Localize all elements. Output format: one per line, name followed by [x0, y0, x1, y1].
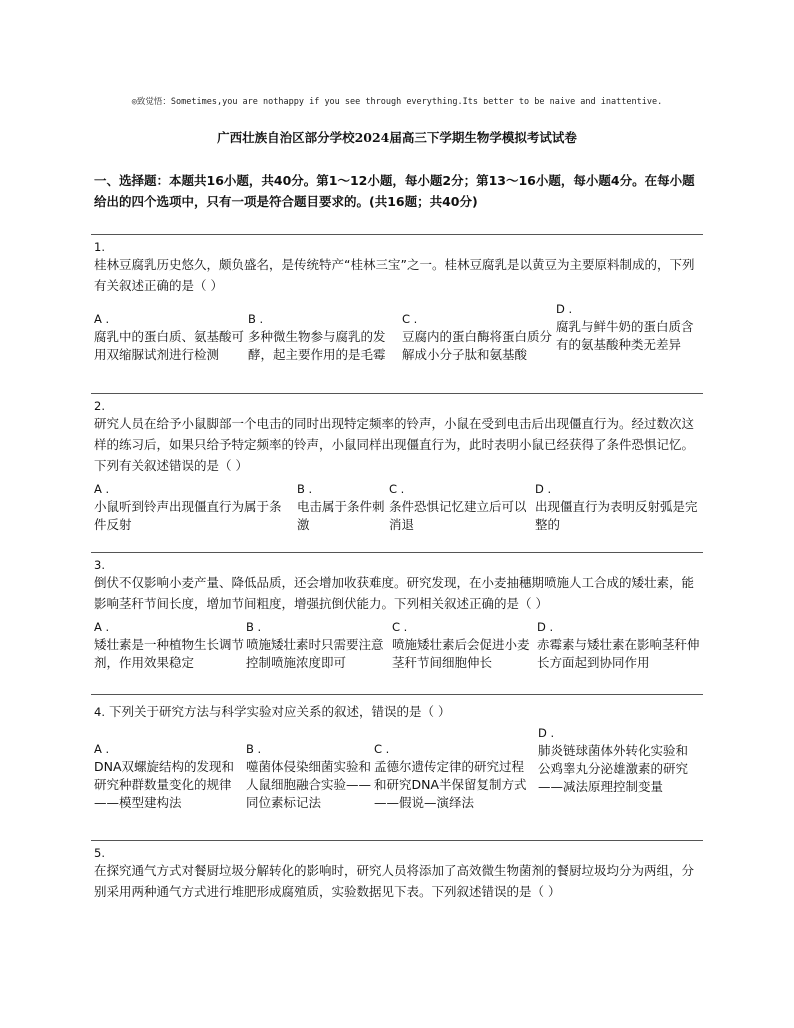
option-letter: B . [246, 620, 262, 634]
option-row [94, 480, 704, 530]
option-a[interactable] [94, 480, 292, 534]
option-text: 肺炎链球菌体外转化实验和公鸡睾丸分泌雄激素的研究——减法原理控制变量 [538, 743, 689, 794]
option-d[interactable] [535, 480, 703, 534]
question-divider [91, 393, 703, 394]
exam-title: 广西壮族自治区部分学校2024届高三下学期生物学模拟考试试卷 [217, 130, 577, 145]
question-3 [94, 558, 704, 668]
option-text: 孟德尔遗传定律的研究过程和研究DNA半保留复制方式——假说—演绎法 [374, 759, 527, 810]
option-b[interactable] [246, 618, 390, 672]
option-c[interactable] [389, 480, 529, 534]
option-a[interactable] [94, 310, 246, 364]
option-text: 喷施矮壮素时只需要注意控制喷施浓度即可 [246, 637, 384, 670]
option-letter: C . [392, 620, 408, 634]
question-stem: 倒伏不仅影响小麦产量、降低品质，还会增加收获难度。研究发现，在小麦抽穗期喷施人工合成的矮壮素，能影响茎秆节间长度，增加节间粗度，增强抗倒伏能力。下列相关叙述正确的是（ ） [94, 575, 695, 611]
question-stem: 在探究通气方式对餐厨垃圾分解转化的影响时，研究人员将添加了高效微生物菌剂的餐厨垃圾均分为两组，分别采用两种通气方式进行堆肥形成腐殖质，实验数据见下表。下列叙述错误的是（ ） [94, 863, 695, 899]
option-text: 多种微生物参与腐乳的发酵，起主要作用的是毛霉 [248, 329, 386, 362]
option-text: 腐乳与鲜牛奶的蛋白质含有的氨基酸种类无差异 [556, 319, 694, 352]
question-number: 1. [94, 240, 105, 254]
question-divider [91, 552, 703, 553]
question-stem: 下列关于研究方法与科学实验对应关系的叙述，错误的是（ ） [108, 704, 451, 719]
option-text: 出现僵直行为表明反射弧是完整的 [535, 499, 698, 532]
option-d[interactable] [556, 300, 698, 354]
option-row [94, 618, 704, 668]
option-d[interactable] [537, 618, 703, 672]
option-letter: A . [94, 312, 110, 326]
option-letter: B . [246, 742, 262, 756]
option-letter: C . [402, 312, 418, 326]
option-letter: A . [94, 742, 110, 756]
question-number: 2. [94, 399, 105, 413]
option-text: DNA双螺旋结构的发现和研究种群数量变化的规律——模型建构法 [94, 759, 235, 810]
question-divider [91, 234, 703, 235]
option-letter: D . [537, 620, 554, 634]
option-text: 噬菌体侵染细菌实验和人鼠细胞融合实验——同位素标记法 [246, 759, 372, 810]
question-4 [94, 701, 704, 824]
option-d[interactable] [538, 724, 698, 796]
option-text: 电击属于条件刺激 [297, 499, 385, 532]
question-divider [91, 840, 703, 841]
option-text: 条件恐惧记忆建立后可以消退 [389, 499, 527, 532]
option-b[interactable] [297, 480, 385, 534]
option-letter: D . [535, 482, 552, 496]
option-letter: C . [374, 742, 390, 756]
option-b[interactable] [248, 310, 400, 364]
option-a[interactable] [94, 618, 244, 672]
option-letter: B . [297, 482, 313, 496]
option-letter: A . [94, 620, 110, 634]
question-stem: 桂林豆腐乳历史悠久，颇负盛名，是传统特产“桂林三宝”之一。桂林豆腐乳是以黄豆为主要原料制成的，下列有关叙述正确的是（ ） [94, 257, 695, 293]
question-2 [94, 399, 704, 530]
option-text: 矮壮素是一种植物生长调节剂，作用效果稳定 [94, 637, 245, 670]
option-c[interactable] [374, 740, 534, 812]
question-1 [94, 240, 704, 380]
option-letter: C . [389, 482, 405, 496]
option-text: 腐乳中的蛋白质、氨基酸可用双缩脲试剂进行检测 [94, 329, 245, 362]
question-number: 3. [94, 558, 105, 572]
option-letter: B . [248, 312, 264, 326]
section-heading: 一、选择题：本题共16小题，共40分。第1～12小题，每小题2分；第13～16小题，每小题4分。在每小题给出的四个选项中，只有一项是符合题目要求的。(共16题；共40分) [94, 173, 695, 209]
question-number: 4. [94, 705, 105, 719]
option-text: 赤霉素与矮壮素在影响茎秆伸长方面起到协同作用 [537, 637, 700, 670]
option-row [94, 300, 704, 380]
option-c[interactable] [392, 618, 532, 672]
option-a[interactable] [94, 740, 244, 812]
option-text: 豆腐内的蛋白酶将蛋白质分解成小分子肽和氨基酸 [402, 329, 553, 362]
motto-line: ◎致觉悟：Sometimes,you are nothappy if you see through everything.Its better to be naive and inattentive. [131, 97, 663, 107]
question-number: 5. [94, 846, 105, 860]
option-letter: A . [94, 482, 110, 496]
option-letter: D . [538, 726, 555, 740]
option-text: 喷施矮壮素后会促进小麦茎秆节间细胞伸长 [392, 637, 530, 670]
option-row [94, 724, 704, 824]
question-divider [91, 694, 703, 695]
option-b[interactable] [246, 740, 374, 812]
question-5 [94, 846, 704, 902]
question-stem: 研究人员在给予小鼠脚部一个电击的同时出现特定频率的铃声，小鼠在受到电击后出现僵直行为。经过数次这样的练习后，如果只给予特定频率的铃声，小鼠同样出现僵直行为，此时表明小鼠已经获得了条件恐惧记忆。下列有关叙述错误的是（ ） [94, 416, 695, 473]
option-text: 小鼠听到铃声出现僵直行为属于条件反射 [94, 499, 282, 532]
option-letter: D . [556, 302, 573, 316]
option-c[interactable] [402, 310, 554, 364]
